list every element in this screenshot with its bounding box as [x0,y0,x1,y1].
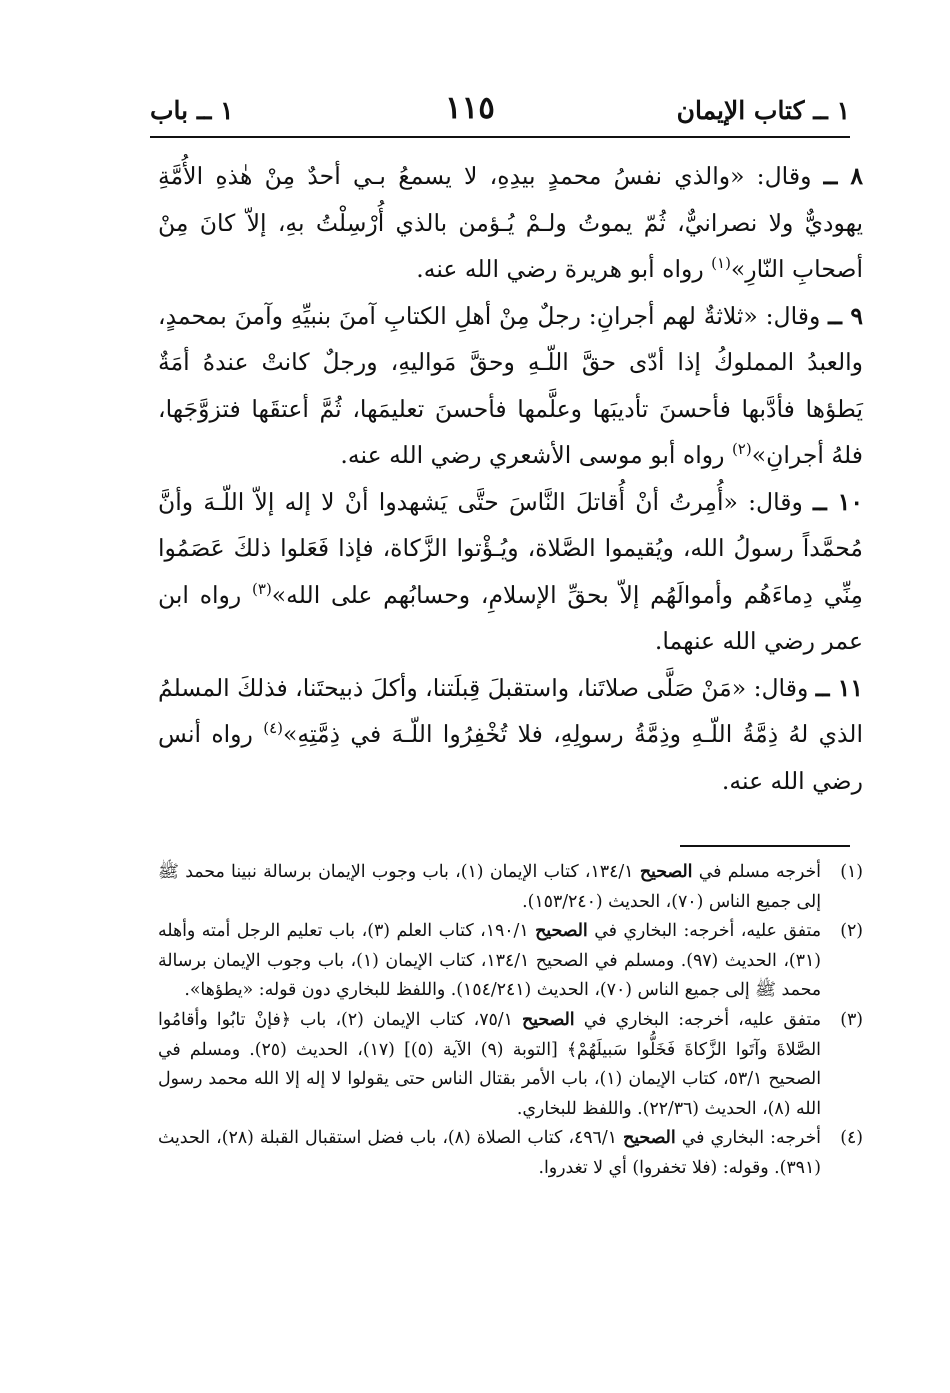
hadith-narrator: رواه ابن عمر رضي الله عنهما. [158,580,863,655]
footnote-label: (١) [840,862,863,882]
footnote-source: الصحيح [535,921,588,942]
hadith-9 [158,293,863,479]
hadith-text: وقال: «مَنْ صَلَّى صلاتَنا، واستقبلَ قِبلَتنا، وأكلَ ذبيحتَنا، فذلكَ المسلمُ الذي لهُ ذِمَّةُ اللّـهِ وذِمَّةُ رسولِهِ، فلا تُخْفِرُوا اللّـهَ في ذِمَّتِهِ» [158,673,863,748]
footnote-text [158,917,821,1006]
footnote-2 [158,917,863,1006]
main-text [158,153,863,804]
footnote-source: الصحيح [522,1009,575,1030]
footnote-marker[interactable]: (٤) [263,719,283,738]
hadith-number: ٩ ــ [828,301,864,330]
hadith-text: وقال: «ثلاثةٌ لهم أجرانِ: رجلٌ مِنْ أهلِ الكتابِ آمنَ بنبيِّهِ وآمنَ بمحمدٍ، والعبدُ المملوكُ إذا أدّى حقَّ اللّـهِ وحقَّ مَواليهِ، ورجلٌ كانتْ عندهُ أمَةٌ يَطؤها فأدَّبها فأحسنَ تأديبَها وعلَّمها فأحسنَ تعليمَها، ثُمَّ أعتقَها فتزوَّجَها، فلهُ أجرانِ» [158,301,863,469]
hadith-8 [158,153,863,293]
footnote-label: (٣) [840,1009,863,1030]
hadith-10 [158,479,863,665]
footnote-source: الصحيح [623,1128,676,1149]
hadith-narrator: رواه أبو موسى الأشعري رضي الله عنه. [340,441,732,469]
footnote-4 [158,1124,863,1183]
footnote-text [158,1006,821,1124]
running-header [150,92,850,138]
hadith-text: وقال: «والذي نفسُ محمدٍ بيدِهِ، لا يسمعُ بـي أحدٌ مِنْ هٰذهِ الأُمَّةِ يهوديٌّ ولا نصرانيٌّ، ثُمّ يموتُ ولـمْ يُـؤمن بالذي أُرْسِلْتُ بهِ، إلاّ كانَ مِنْ أصحابِ النّارِ» [158,162,863,283]
footnote-label: (٢) [840,921,863,942]
hadith-number: ١٠ ــ [813,487,863,516]
footnote-text [158,858,821,917]
footnote-marker[interactable]: (٢) [731,440,752,459]
footnote-separator [680,845,850,847]
hadith-narrator: رواه أنس رضي الله عنه. [158,720,863,795]
section-title: ١ ــ باب [150,96,234,125]
footnote-text-post: ٤٩٦/١، كتاب الصلاة (٨)، باب فضل استقبال القبلة (٢٨)، الحديث (٣٩١). وقوله: (فلا تخفروا) أي لا تغدروا. [158,1128,821,1178]
footnote-text-pre: متفق عليه، أخرجه: البخاري في [574,1009,821,1030]
hadith-text: وقال: «أُمِرتُ أنْ أُقاتلَ النَّاسَ حتَّى يَشهدوا أنْ لا إله إلاّ اللّـهَ وأنَّ مُحمَّداً رسولُ الله، ويُقيموا الصَّلاة، ويُـؤْتوا الزَّكاة، فإذا فَعَلوا ذلكَ عَصَمُوا مِنِّي دِماءَهُم وأموالَهُم إلاّ بحقِّ الإسلامِ، وحسابُهم على الله» [158,487,864,609]
footnote-text-pre: متفق عليه، أخرجه: البخاري في [587,921,822,942]
footnote-3 [158,1006,863,1124]
footnote-text [158,1124,821,1183]
footnote-source: الصحيح [639,862,693,882]
footnote-text-pre: أخرجه مسلم في [692,862,821,882]
hadith-number: ١١ ــ [815,673,863,702]
footnote-label: (٤) [840,1128,863,1149]
footnote-text-post: ١٣٤/١، كتاب الإيمان (١)، باب وجوب الإيمان برسالة نبينا محمد ﷺ إلى جميع الناس (٧٠)، الحديث (١٥٣/٢٤٠). [158,862,821,912]
footnote-text-post: ٧٥/١، كتاب الإيمان (٢)، باب ﴿فإنْ تابُوا وأقامُوا الصَّلاةَ وآتَوا الزَّكاةَ فَخَلُّوا سَبيلَهُمْ﴾ [التوبة (٩) الآية (٥)] (١٧)، الحديث (٢٥). ومسلم في الصحيح ٥٣/١، كتاب الإيمان (١)، باب الأمر بقتال الناس حتى يقولوا لا إله إلا الله محمد رسول الله (٨)، الحديث (٢٢/٣٦). واللفظ للبخاري. [158,1009,821,1119]
hadith-number: ٨ ــ [823,162,863,190]
footnote-text-pre: أخرجه: البخاري في [675,1128,821,1149]
page-number: ١١٥ [445,90,495,126]
footnote-marker[interactable]: (٣) [252,579,272,598]
hadith-narrator: رواه أبو هريرة رضي الله عنه. [416,255,712,283]
footnote-marker[interactable]: (١) [711,254,731,273]
chapter-title: ١ ــ كتاب الإيمان [676,96,850,125]
footnotes [158,858,863,1184]
hadith-11 [158,665,863,805]
footnote-1 [158,858,863,917]
footnote-text-post: ١٩٠/١، كتاب العلم (٣)، باب تعليم الرجل أمته وأهله (٣١)، الحديث (٩٧). ومسلم في الصحيح ١٣٤/١، كتاب الإيمان (١)، باب وجوب الإيمان برسالة محمد ﷺ إلى جميع الناس (٧٠)، الحديث (١٥٤/٢٤١). واللفظ للبخاري دون قوله: «يطؤها». [158,921,821,1001]
